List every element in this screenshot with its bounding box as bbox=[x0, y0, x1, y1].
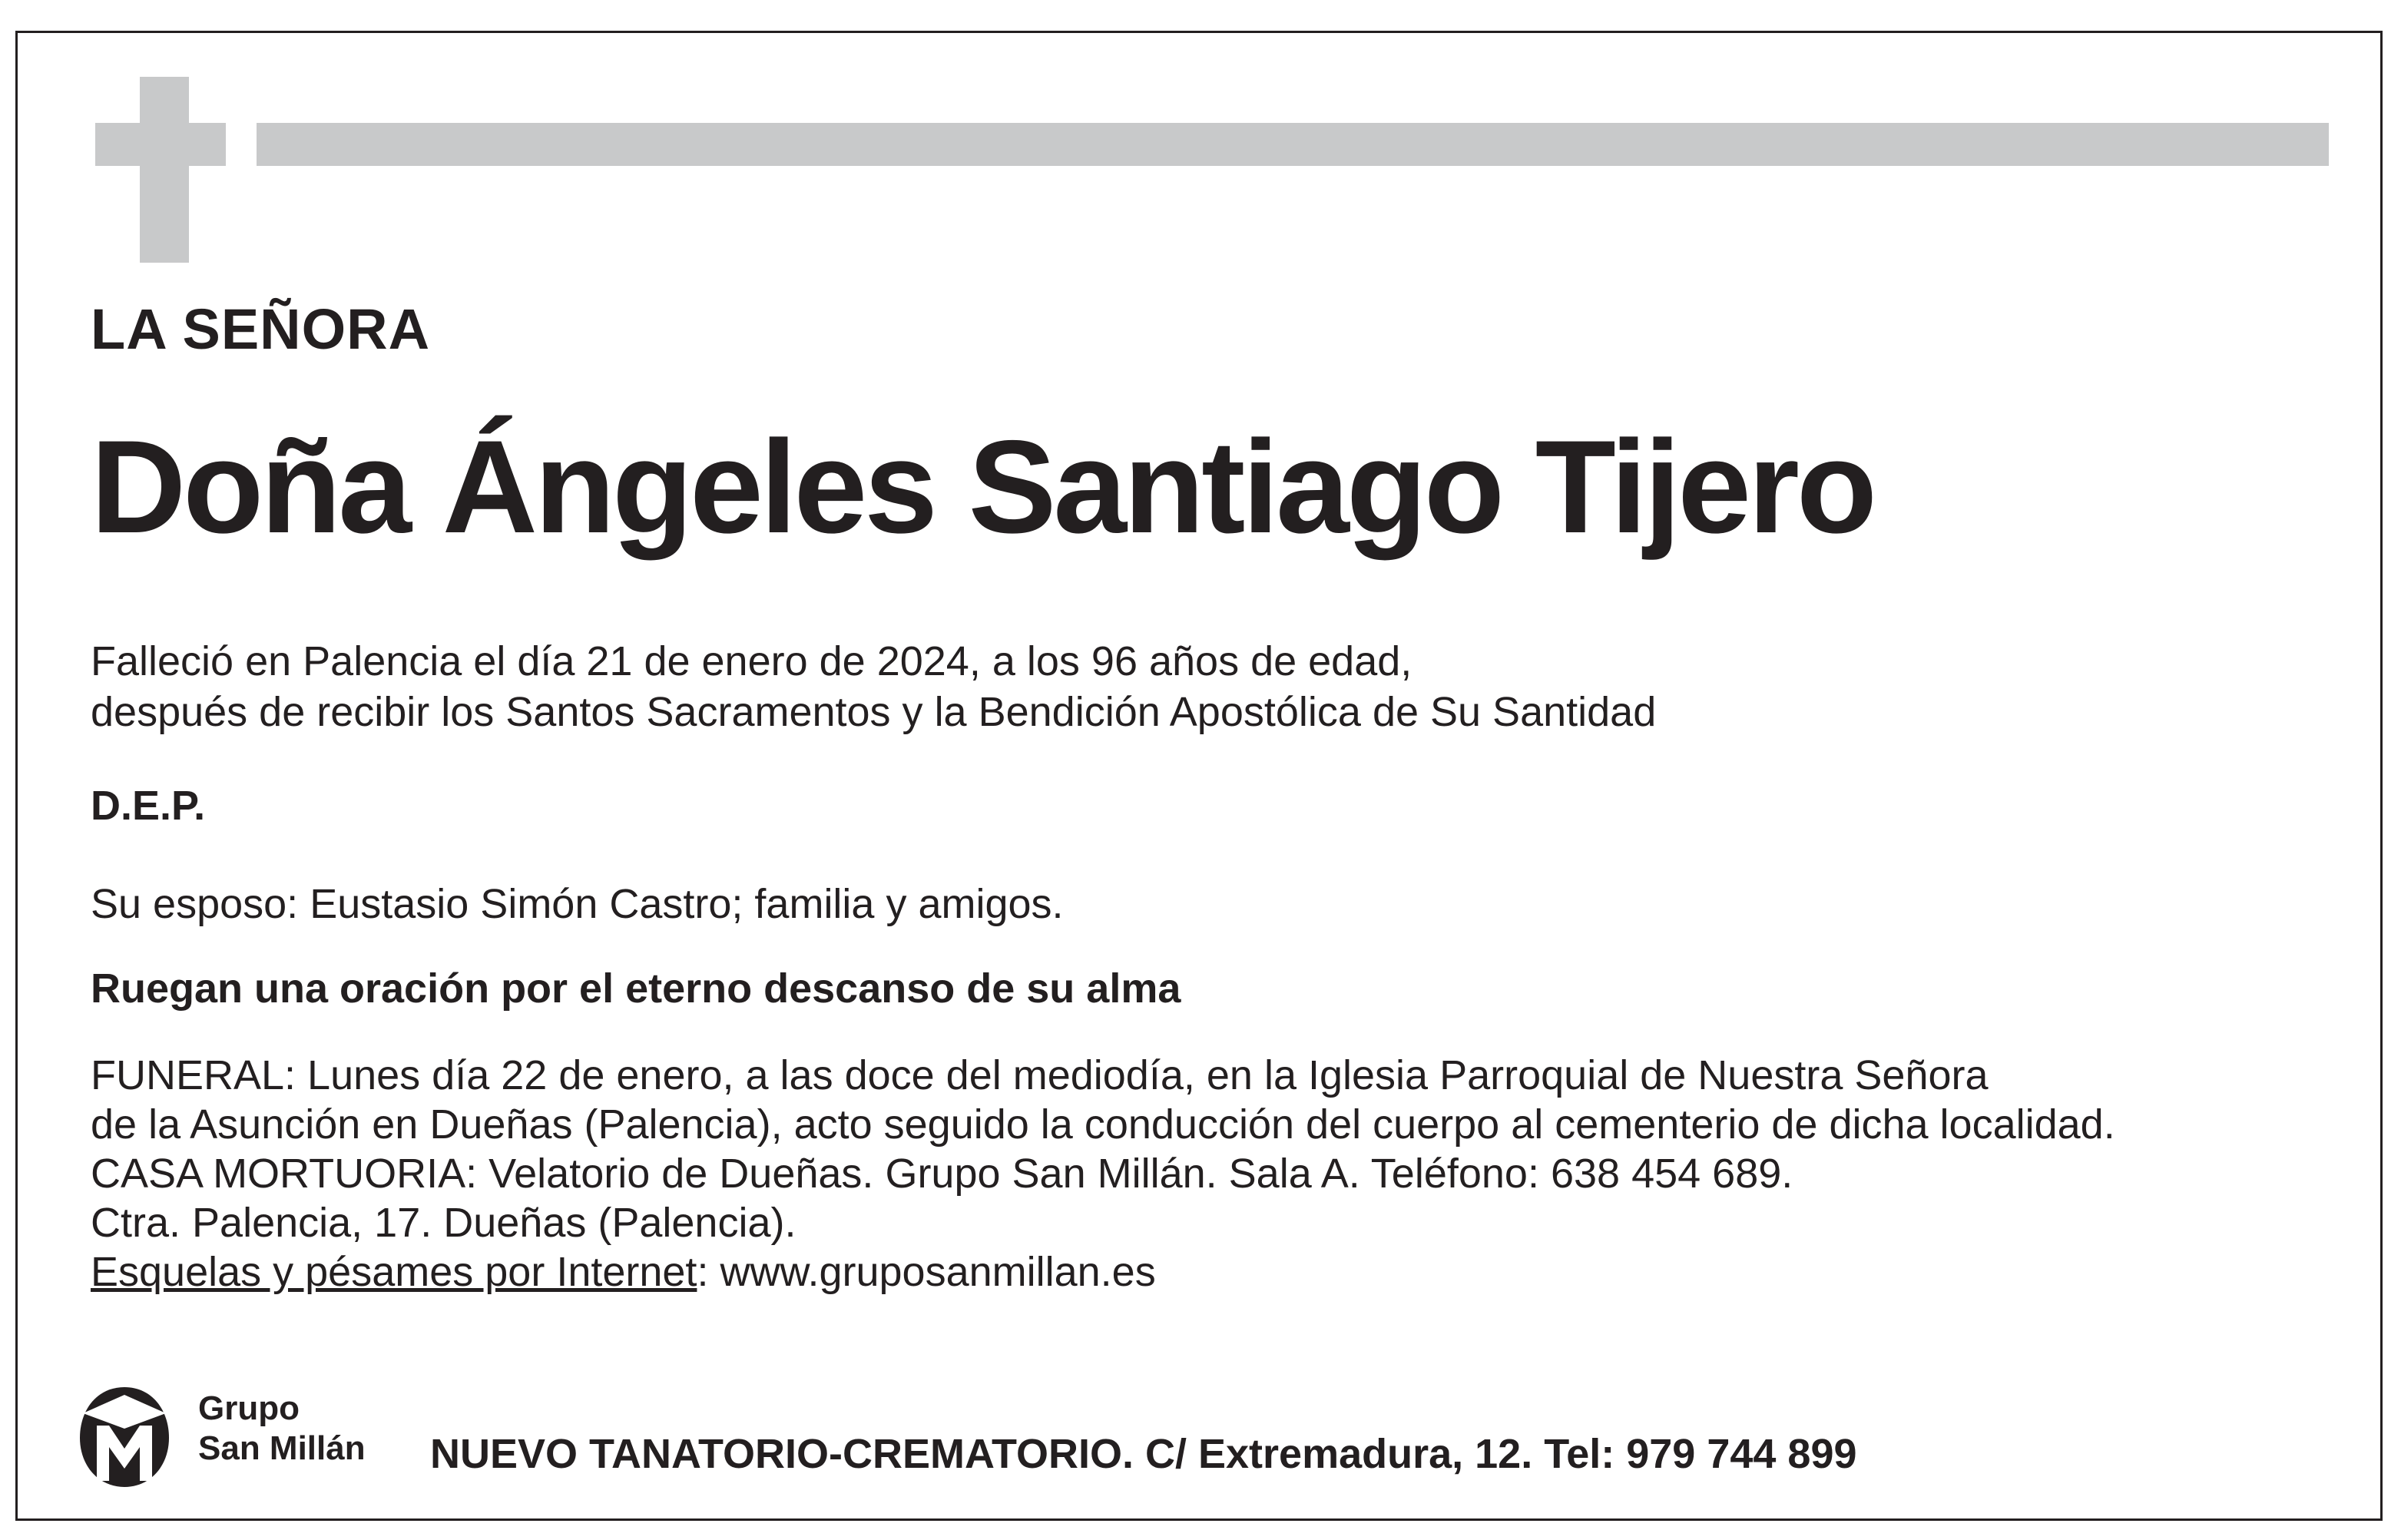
website-link[interactable]: www.gruposanmillan.es bbox=[720, 1249, 1156, 1295]
death-notice bbox=[91, 636, 1656, 737]
san-millan-logo-icon bbox=[77, 1383, 172, 1490]
family-line: Su esposo: Eustasio Simón Castro; familia y amigos. bbox=[91, 881, 1064, 927]
death-notice-line: Falleció en Palencia el día 21 de enero de 2024, a los 96 años de edad, bbox=[91, 638, 1412, 684]
decorative-bar bbox=[257, 123, 2329, 166]
death-notice-line: después de recibir los Santos Sacramentos y la Bendición Apostólica de Su Santidad bbox=[91, 689, 1657, 735]
cross-icon-arm bbox=[95, 123, 226, 166]
dep-label: D.E.P. bbox=[91, 783, 206, 829]
internet-line bbox=[91, 1247, 2115, 1297]
funeral-line: de la Asunción en Dueñas (Palencia), acto seguido la conducción del cuerpo al cementerio de dicha localidad. bbox=[91, 1101, 2115, 1148]
logo-line: Grupo bbox=[198, 1389, 300, 1427]
logo-wordmark bbox=[198, 1389, 366, 1469]
logo-line: San Millán bbox=[198, 1429, 366, 1467]
funeral-details bbox=[91, 1051, 2115, 1297]
funeral-line: CASA MORTUORIA: Velatorio de Dueñas. Grupo San Millán. Sala A. Teléfono: 638 454 689. bbox=[91, 1151, 1793, 1197]
internet-separator: : bbox=[697, 1249, 720, 1295]
funeral-line: FUNERAL: Lunes día 22 de enero, a las doce del mediodía, en la Iglesia Parroquial de Nuestra Señora bbox=[91, 1052, 1989, 1098]
cross-icon bbox=[140, 77, 189, 263]
heading-title: LA SEÑORA bbox=[91, 297, 431, 361]
deceased-name: Doña Ángeles Santiago Tijero bbox=[91, 413, 1874, 561]
internet-label: Esquelas y pésames por Internet bbox=[91, 1249, 697, 1295]
footer-address: NUEVO TANATORIO-CREMATORIO. C/ Extremadura, 12. Tel: 979 744 899 bbox=[430, 1431, 1857, 1477]
prayer-line: Ruegan una oración por el eterno descanso de su alma bbox=[91, 965, 1181, 1012]
obituary-frame bbox=[15, 31, 2383, 1521]
funeral-line: Ctra. Palencia, 17. Dueñas (Palencia). bbox=[91, 1200, 796, 1246]
